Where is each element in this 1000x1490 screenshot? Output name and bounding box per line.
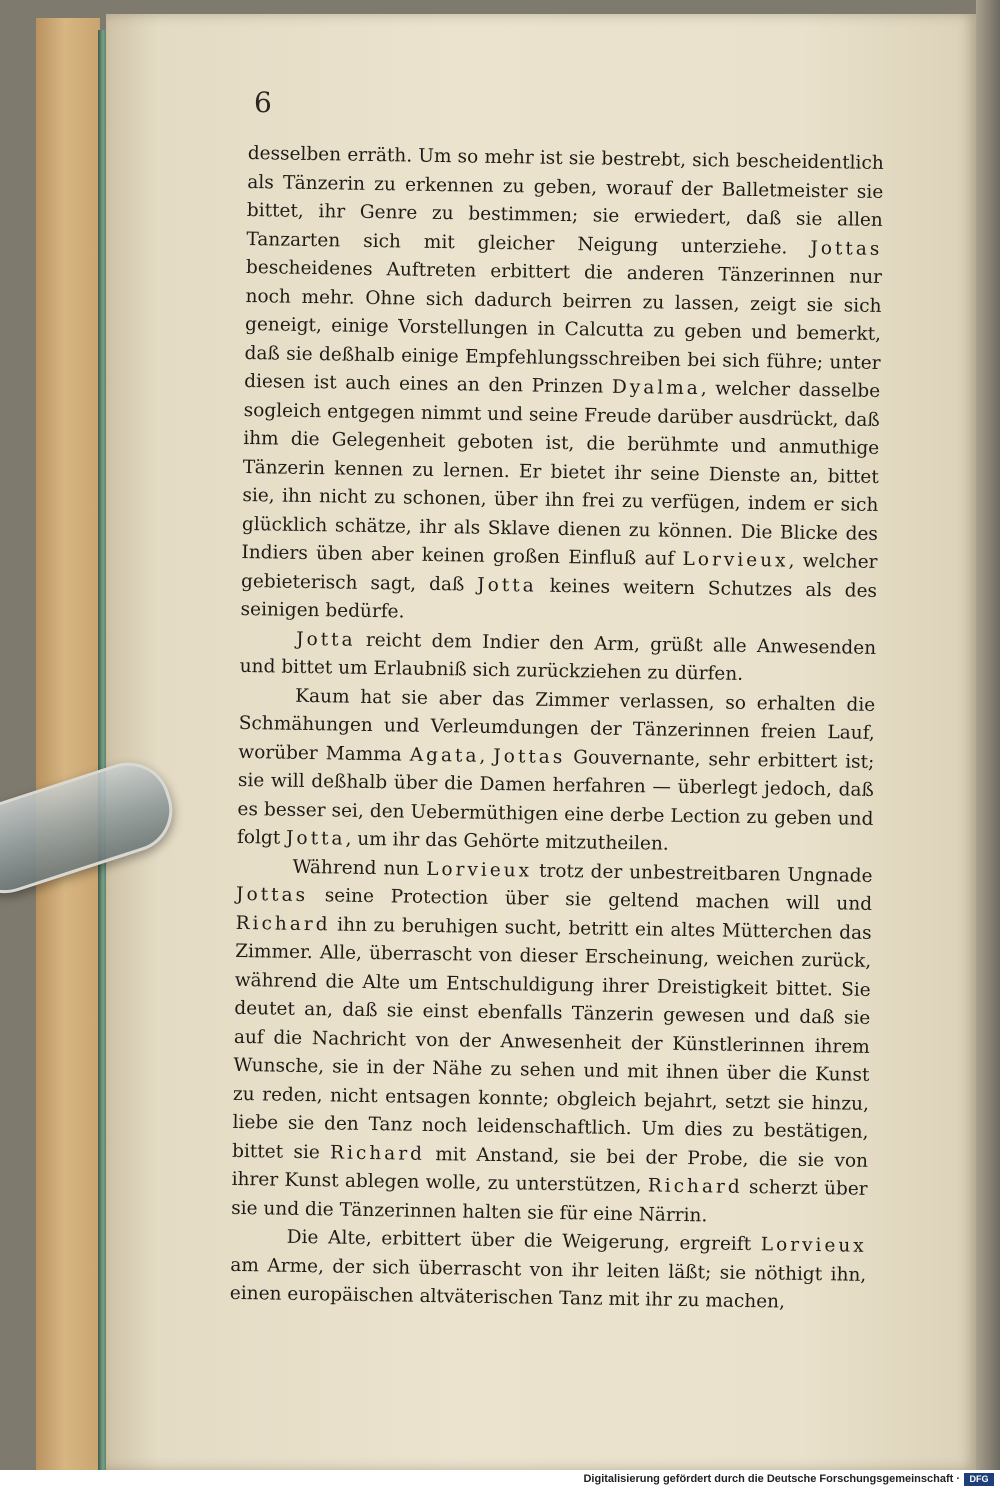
name-spaced-text: Richard [329,1141,426,1165]
text-run: bescheidenes Auftreten erbittert die anderen Tänzerinnen nur noch mehr. Ohne sich dadurch beirren zu lassen, zeigt sie sich geneigt, einige Vorstellungen in Calcutta zu geben und bemerkt, daß sie deßhalb einige Empfehlungsschreiben bei sich führe; unter diesen ist auch eines an den Prinzen [244,256,883,398]
text-run: Während nun [292,856,427,880]
paragraph [237,681,876,862]
text-run: keines weitern Schutzes als des seinigen bedürfe. [240,575,878,623]
book-spine [36,18,100,1470]
paragraph [230,1223,867,1318]
text-run: ihn zu beruhigen sucht, betritt ein altes Mütterchen das Zimmer. Alle, überrascht von dieser Erscheinung, weichen zurück, während die Alte um Entschuldigung ihrer Dreistigkeit bittet. Sie deutet an, daß sie einst ebenfalls Tänzerin gewesen und daß sie auf die Nachricht von der Anwesenheit der Künstlerinnen ihrem Wunsche, sie in der Nähe zu sehen und mit ihnen über die Kunst zu reden, nicht entsagen konnte; obgleich bejahrt, setzt sie hinzu, liebe sie den Tanz noch leidenschaftlich. Um dies zu bestätigen, bittet sie [231,913,872,1163]
name-spaced-text: Richard [647,1175,743,1198]
text-run: , um ihr das Gehörte mitzutheilen. [345,828,669,855]
name-spaced-text: Lorvieux [760,1234,867,1257]
name-spaced-text: Richard [235,912,331,935]
page-gutter-right [976,0,1000,1470]
text-run: scherzt über sie und die Tänzerinnen halten sie für eine Närrin. [231,1176,868,1226]
text-run: reicht dem Indier den Arm, grüßt alle Anwesenden und bittet um Erlaubniß sich zurückziehen zu dürfen. [239,629,877,685]
text-run: Gouvernante, sehr erbittert ist; sie will deßhalb über die Damen herfahren — überlegt jedoch, daß es besser sei, den Uebermüthigen eine derbe Lection zu geben und folgt [236,746,875,849]
page-number: 6 [254,86,272,119]
text-run: trotz der unbestreitbaren Ungnade [531,860,873,887]
name-spaced-text: Jotta [477,574,537,597]
text-run: , welcher gebieterisch sagt, daß [240,550,878,596]
text-run: Die Alte, erbittert über die Weigerung, ergreift [286,1226,761,1256]
paragraph [239,624,876,691]
name-spaced-text: Jottas [235,883,309,907]
body-text [230,140,884,1318]
name-spaced-text: Jotta [285,827,346,850]
text-run: am Arme, der sich überrascht von ihr leiten läßt; sie nöthigt ihn, einen europäischen altväterischen Tanz mit ihr zu machen, [229,1254,867,1313]
name-spaced-text: Lorvieux [426,858,533,882]
paragraph [231,852,873,1232]
name-spaced-text: Jotta [296,628,356,651]
dfg-logo: DFG [964,1473,994,1486]
text-run: Kaum hat sie aber das Zimmer verlassen, so erhalten die Schmähungen und Verleumdungen der Tänzerinnen freien Lauf, worüber Mamma [238,685,876,766]
name-spaced-text: Jottas [810,237,883,260]
funding-notice: Digitalisierung gefördert durch die Deutsche Forschungsgemeinschaft · [583,1473,960,1485]
text-run: seine Protection über sie geltend machen will und [307,885,873,915]
footer-bar [0,1470,1000,1490]
text-run: desselben erräth. Um so mehr ist sie bestrebt, sich bescheidentlich als Tänzerin zu erkennen zu geben, worauf der Balletmeister sie bittet, ihr Genre zu bestimmen; sie erwiedert, daß sie allen Tanzarten sich mit gleicher Neigung unterziehe. [246,142,884,259]
text-run: , welcher dasselbe sogleich entgegen nimmt und seine Freude darüber ausdrückt, daß ihm die Gelegenheit geboten ist, die berühmte und anmuthige Tänzerin kennen zu lernen. Er bietet ihr seine Dienste an, bittet sie, ihn nicht zu schonen, über ihn frei zu verfügen, indem er sich glücklich schätze, ihr als Sklave dienen zu können. Die Blicke des Indiers üben aber keinen großen Einfluß auf [241,378,881,570]
name-spaced-text: Lorvieux [682,548,789,572]
text-run: mit Anstand, sie bei der Probe, die sie von ihrer Kunst ablegen wolle, zu unterstützen, [231,1143,869,1197]
text-run: , [479,745,494,767]
name-spaced-text: Dyalma [611,376,701,400]
paragraph [240,140,884,634]
name-spaced-text: Agata [409,744,480,767]
name-spaced-text: Jottas [493,745,566,768]
